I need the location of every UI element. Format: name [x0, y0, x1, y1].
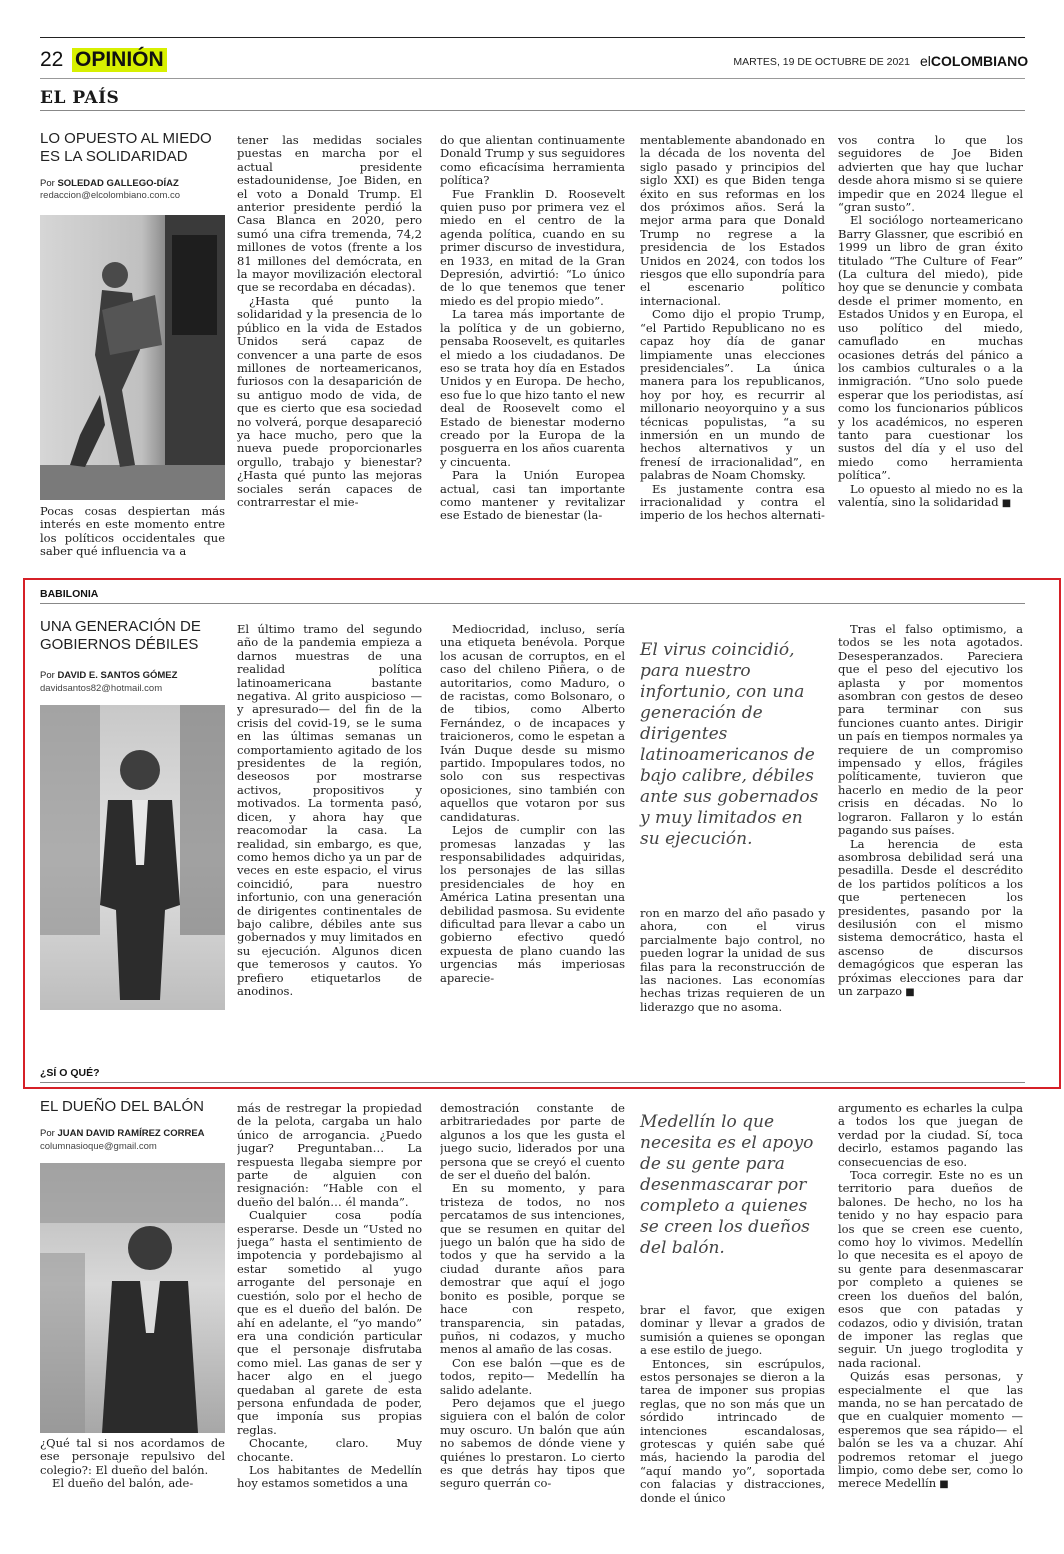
paragraph: argumento es echarles la culpa a todos los que juegan de verdad por la ciudad. Sí, toca decirlo, estamos pagando las consecuencias de eso.: [838, 1102, 1023, 1169]
article3-author: JUAN DAVID RAMÍREZ CORREA: [57, 1128, 205, 1139]
paragraph: Entonces, sin escrúpulos, estos personajes se dieron a la tarea de imponer sus propias reglas, que no son más que un sórdido intrincado de intenciones escandalosas, grotescas y quién sabe qué más, haciendo la parodia del “aquí mando yo”, soportada con falacias y distracciones, donde el único: [640, 1356, 825, 1505]
byline-prefix: Por: [40, 670, 55, 681]
article3-column-3: [640, 1304, 825, 1512]
article3-email: columnasioque@gmail.com: [40, 1141, 157, 1152]
article2-title-line2: GOBIERNOS DÉBILES: [40, 636, 199, 653]
article3-photo-author: [40, 1163, 225, 1433]
paragraph: Cualquier cosa podía esperarse. Desde un “Usted no juega” hasta el sentimiento de impotencia y pordebajismo al estar sometido al yugo arrogante del personaje en cuestión, solo por el hecho de que es el dueño del balón. De ahí en adelante, el “yo mando” era una condición particular que el personaje disfrutaba como miel. Las ganas de ser y hacer algo en el juego quedaban al garete de esta persona enfundada de poder, que imponía sus propias reglas.: [237, 1208, 422, 1437]
paragraph: Para la Unión Europea actual, casi tan importante como mantener y revitalizar ese Estado de bienestar (la-: [440, 468, 625, 523]
issue-date: MARTES, 19 DE OCTUBRE DE 2021: [733, 56, 910, 68]
article1-column-3: [640, 134, 825, 584]
paragraph: Lejos de cumplir con las promesas lanzadas y las responsabilidades adquiridas, los personajes de las sillas presidenciales de hoy en América Latina presentan una debilidad pasmosa. Su evidente dificultad para llevar a cabo un gobierno efectivo quedó expuesta de plano cuando las urgencias más imperiosas aparecie-: [440, 823, 625, 985]
article2-email: davidsantos82@hotmail.com: [40, 683, 163, 694]
page-number: 22: [40, 48, 64, 71]
newspaper-logo: [920, 53, 1028, 69]
paragraph: ¿Qué tal si nos acordamos de ese personaje repulsivo del colegio?: El dueño del balón.: [40, 1437, 225, 1477]
article2-section-label: BABILONIA: [40, 588, 99, 600]
paragraph: Pero dejamos que el juego siguiera con el balón de color muy oscuro. Un balón que aún no sabemos de dónde viene y quiénes lo prestaron. Lo cierto es que detrás hay tipos que seguro querrán co-: [440, 1395, 625, 1491]
paragraph: Chocante, claro. Muy chocante.: [237, 1436, 422, 1464]
article3-column-2: [440, 1102, 625, 1512]
article1-author: SOLEDAD GALLEGO-DÍAZ: [57, 178, 179, 189]
article1-column-0: [40, 505, 225, 585]
article1-byline: [40, 178, 179, 189]
paragraph: do que alientan continuamente Donald Trump y sus seguidores como eficacísima herramienta política?: [440, 134, 625, 188]
article3-byline: [40, 1128, 205, 1139]
article1-column-1: [237, 134, 422, 584]
article1-photo-statue: [40, 215, 225, 500]
highlight-box: [23, 578, 1061, 1089]
paragraph: demostración constante de arbitrariedades por parte de algunos a los que les gusta el juego sucio, liderados por una persona que se creyó el cuento de ser el dueño del balón.: [440, 1102, 625, 1183]
byline-prefix: Por: [40, 1128, 55, 1139]
article2-title-line1: UNA GENERACIÓN DE: [40, 618, 201, 635]
paragraph: Toca corregir. Este no es un territorio para dueños de balones. De hecho, no los ha tenido y no hay espacio para los que se creen ese cuento, como hoy lo vivimos. Medellín lo que necesita es el apoyo de su gente para desenmascarar por completo a quienes se creen los dueños del balón, esos que con patadas y codazos, odio y división, tratan de imponer las reglas que seguir. Un juego troglodita y nada racional.: [838, 1168, 1023, 1370]
paragraph: Mediocridad, incluso, sería una etiqueta benévola. Porque los acusan de corruptos, en el caso del chileno Piñera, o de autoritarios, como Maduro, o de racistas, como Bolsonaro, o de tibios, como Alberto Fernández, o de incapaces y traicioneros, como le espetan a Iván Duque desde su mismo partido. Impopulares todos, no solo con sus respectivas oposiciones, sino también con aquellos que votaron por sus candidaturas.: [440, 623, 625, 824]
paragraph: Los habitantes de Medellín hoy estamos sometidos a una: [237, 1462, 422, 1491]
paragraph: El último tramo del segundo año de la pandemia empieza a darnos muestras de una realidad política latinoamericana bastante negativa. Al grito auspicioso —y apresurado— del fin de la crisis del covid-19, se le suma en las últimas semanas un comportamiento agitado de los presidentes de la región, deseosos por mostrarse activos, propositivos y motivados. La tormenta pasó, dicen, y ahora hay que reacomodar la casa. La realidad, sin embargo, es que, como hemos dicho ya un par de veces en este espacio, el virus coincidió, para nuestro infortunio, con una generación de dirigentes continentales de bajo calibre, débiles ante sus gobernados y muy limitados en su ejecución. Algunos dicen que temerosos y cautos. Yo prefiero etiquetarlos de anodinos.: [237, 623, 422, 998]
article3-rule: [40, 1082, 1025, 1083]
paragraph: ¿Hasta qué punto la solidaridad y la presencia de lo público en la vida de Estados Unidos será capaz de convencer a una parte de esos millones de norteamericanos, furiosos con la desaparición de su antiguo modo de vida, de que es cierto que esa sociedad no volverá, porque desapareció ya hace mucho, pero que la nueva puede proporcionarles orgullo, trabajo y bienestar? ¿Hasta qué punto las mejoras sociales serán capaces de contrarrestar el mie-: [237, 293, 422, 509]
article1-title-line2: ES LA SOLIDARIDAD: [40, 148, 188, 165]
source-rule: [40, 110, 1025, 111]
source-logo: EL PAÍS: [40, 88, 120, 108]
paragraph: tener las medidas sociales puestas en marcha por el actual presidente estadounidense, Joe Biden, en el voto a Donald Trump. El anterior presidente perdió la Casa Blanca en 2020, pero sumó una cifra tremenda, 74,2 millones de votos (frente a los 81 millones del demócrata, en la mayor movilización electoral que se recordaba en décadas).: [237, 134, 422, 295]
paragraph: La tarea más importante de la política y de un gobierno, pensaba Roosevelt, es quitarles el miedo a los ciudadanos. De eso se trata hoy día en Estados Unidos y en Europa. De hecho, eso fue lo que hizo tanto el new deal de Roosevelt como el Estado de bienestar moderno creado por la Europa de la posguerra en los años cuarenta y cincuenta.: [440, 307, 625, 469]
paragraph: brar el favor, que exigen dominar y llevar a grados de sumisión a quienes se opongan a ese estilo de juego.: [640, 1304, 825, 1358]
paragraph-end: Quizás esas personas, y especialmente el que las manda, no se han percatado de que en cualquier momento —esperemos que sea rápido— el balón se les va a chuzar. Ahí podremos retomar el juego limpio, como debe ser, como lo merece Medellín ■: [838, 1370, 1023, 1492]
top-rule: [40, 37, 1025, 38]
article1-email: redaccion@elcolombiano.com.co: [40, 190, 181, 201]
paragraph: Como dijo el propio Trump, “el Partido Republicano no es capaz hoy día de ganar limpiamente unas elecciones presidenciales”. La única manera para los republicanos, hoy por hoy, es recurrir al millonario neoyorquino y a sus técnicas populistas, “a su inmersión en un mundo de hechos alternativos y un frenesí de irracionalidad”, en palabras de Noam Chomsky.: [640, 307, 825, 483]
section-title: OPINIÓN: [72, 48, 167, 72]
article3-column-0: [40, 1437, 225, 1512]
article1-column-4: [838, 134, 1023, 584]
paragraph-end: La herencia de esta asombrosa debilidad será una pesadilla. Desde el descrédito de los partidos políticos a los que pertenecen los presidentes, pasando por la desilusión con el mismo sistema democrático, hasta el ascenso de discursos demagógicos que esperan las próximas elecciones para dar un zarpazo ■: [838, 838, 1023, 1000]
paragraph: Es justamente contra esa irracionalidad y contra el imperio de los hechos alternati-: [640, 481, 825, 523]
paragraph: mentablemente abandonado en la década de los noventa del siglo pasado y principios del siglo XXI) es que Biden tenga éxito en sus reformas en los dos próximos años. Será la mejor arma para que Donald Trump no regrese a la presidencia de los Estados Unidos en 2024, con todos los riesgos que ello supondría para el escenario político internacional.: [640, 134, 825, 308]
paragraph: ron en marzo del año pasado y ahora, con el virus parcialmente bajo control, no pueden lograr la unidad de sus filas para la reconstrucción de las naciones. Las economías hechas trizas requieren de un liderazgo que no asoma.: [640, 907, 825, 1014]
logo-prefix: el: [920, 53, 931, 69]
article2-pull-quote: El virus coincidió, para nuestro infortunio, con una generación de dirigentes latinoamericanos de bajo calibre, débiles ante sus gobernados y muy limitados en su ejecución.: [640, 640, 819, 849]
paragraph: El sociólogo norteamericano Barry Glassner, que escribió en 1999 un libro de gran éxito titulado “The Culture of Fear” (La cultura del miedo), pide hoy que se denuncie y combata desde el primer momento, en Estados Unidos y en Europa, el uso político del miedo, camuflado en muchas ocasiones detrás del pánico a los cambios culturales o a la inmigración. “Uno solo puede esperar que los periodistas, así como los funcionarios públicos y los académicos, no esperen tanto para cuestionar los sustos del día y el uso del miedo como herramienta política”.: [838, 213, 1023, 483]
article1-title-line1: LO OPUESTO AL MIEDO: [40, 130, 212, 147]
paragraph: Con ese balón —que es de todos, repito— Medellín ha salido adelante.: [440, 1355, 625, 1397]
header-rule: [40, 78, 1025, 79]
logo-name: COLOMBIANO: [930, 53, 1029, 69]
paragraph: más de restregar la propiedad de la pelota, cargaba un halo único de arrogancia. ¿Puedo jugar? Preguntaban… La respuesta llegaba siempre por parte de alguien con resignación: “Hable con el dueño del balón… él manda”.: [237, 1102, 422, 1209]
byline-prefix: Por: [40, 178, 55, 189]
article3-column-1: [237, 1102, 422, 1512]
article3-title-line1: EL DUEÑO DEL BALÓN: [40, 1098, 204, 1115]
paragraph: vos contra lo que los seguidores de Joe Biden advierten que hay que luchar desde ahora mismo si se quiere impedir que en 2024 llegue el “gran susto”.: [838, 134, 1023, 215]
article3-column-4: [838, 1102, 1023, 1512]
article2-author: DAVID E. SANTOS GÓMEZ: [57, 670, 178, 681]
paragraph: Pocas cosas despiertan más interés en este momento entre los políticos occidentales que saber qué influencia va a: [40, 505, 225, 559]
paragraph: En su momento, y para tristeza de todos, no nos percatamos de sus intenciones, que se resumen en quitar del juego un balón que ha sido de todos y que ha servido a la ciudad durante años para demostrar que aquí el jogo bonito es posible, porque se hace con respeto, transparencia, sin patadas, puños, ni codazos, y mucho menos al amaño de las cosas.: [440, 1181, 625, 1357]
article1-column-2: [440, 134, 625, 584]
article3-section-label: ¿SÍ O QUÉ?: [40, 1067, 100, 1079]
paragraph: El dueño del balón, ade-: [52, 1476, 194, 1491]
paragraph-end: Lo opuesto al miedo no es la valentía, sino la solidaridad ■: [838, 483, 1023, 511]
paragraph: Tras el falso optimismo, a todos se les nota agotados. Desesperanzados. Pareciera que el peso del ejecutivo los aplasta y por momentos asombran con gestos de deseo para terminar con sus funciones cuanto antes. Dirigir un país en tiempos normales ya requiere de un compromiso impensado y ellos, frágiles políticamente, tuvieron que hacerlo en medio de la peor crisis en décadas. No lo lograron. Fallaron y lo están pagando sus países.: [838, 623, 1023, 838]
article3-pull-quote: Medellín lo que necesita es el apoyo de su gente para desenmascarar por completo a quienes se creen los dueños del balón.: [640, 1112, 814, 1258]
paragraph: Fue Franklin D. Roosevelt quien puso por primera vez el miedo en el centro de la agenda política, cuando en su primer discurso de investidura, en 1933, en mitad de la Gran Depresión, advirtió: “Lo único de lo que tenemos que tener miedo es del propio miedo”.: [440, 186, 625, 308]
